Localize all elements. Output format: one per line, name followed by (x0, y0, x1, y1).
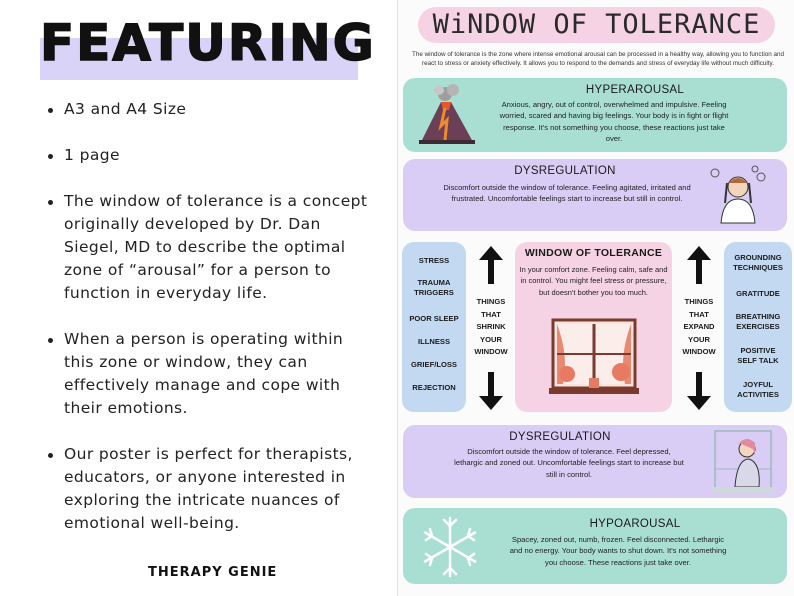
hypoarousal-heading: HYPOAROUSAL (589, 518, 681, 530)
window-icon (549, 316, 639, 402)
hyperarousal-box (403, 78, 787, 152)
window-text: In your comfort zone. Feeling calm, safe and in control. You might feel stress or pressure, but doesn't bother you too much. (519, 265, 668, 297)
dysregulation-top-heading: DYSREGULATION (514, 165, 616, 177)
expand-item: GROUNDING TECHNIQUES (733, 253, 783, 272)
feature-text: The window of tolerance is a concept originally developed by Dr. Dan Siegel, MD to describe the optimal zone of “arousal” for a person to function in everyday life. (64, 192, 368, 302)
shrink-item: STRESS (418, 256, 450, 265)
brand-name: THERAPY GENIE (148, 565, 278, 580)
dysregulation-top-box (403, 159, 787, 231)
poster-title: WiNDOW OF TOLERANCE (418, 7, 775, 43)
poster-intro: The window of tolerance is the zone where intense emotional arousal can be processed in a healthy way, allowing you to function and react to stress or anxiety effectively. It allows you to respond to the demands and stress of everyday life without much difficulty. (412, 51, 784, 67)
feature-item (40, 144, 370, 167)
hypoarousal-box (403, 508, 787, 584)
shrink-item: POOR SLEEP (409, 314, 459, 323)
arrow-down-icon (687, 372, 711, 410)
expand-factors-panel (724, 242, 792, 412)
hyperarousal-text: Anxious, angry, out of control, overwhelmed and impulsive. Feeling worried, scared and having big feelings. Your body is in fight or flight response. It's not something you choose, these reactions just take over. (499, 100, 729, 143)
shrink-factors-panel (402, 242, 466, 412)
feature-list (40, 98, 370, 558)
bullet-dot (48, 154, 53, 159)
expand-item: POSITIVE SELF TALK (737, 346, 779, 365)
window-heading: WINDOW OF TOLERANCE (524, 247, 663, 259)
expand-label: THINGS THAT EXPAND YOUR WINDOW (682, 297, 716, 356)
shrink-item: ILLNESS (417, 337, 451, 346)
arrow-up-icon (479, 246, 503, 284)
bullet-dot (48, 453, 53, 458)
dysregulation-bottom-heading: DYSREGULATION (509, 431, 611, 443)
expand-item: BREATHING EXERCISES (735, 312, 781, 331)
poster-preview (397, 0, 794, 596)
feature-item (40, 98, 370, 121)
hypoarousal-text: Spacey, zoned out, numb, frozen. Feel disconnected. Lethargic and no energy. Your body wants to shut down. It's not something you choose. These reactions just take over. (509, 535, 727, 567)
window-of-tolerance-box (515, 242, 672, 412)
feature-text: 1 page (64, 146, 120, 164)
featuring-title: FEATURING (40, 14, 376, 72)
feature-text: When a person is operating within this zone or window, they can effectively manage and cope with their emotions. (64, 330, 344, 417)
feature-text: Our poster is perfect for therapists, educators, or anyone interested in exploring the intricate nuances of emotional well-being. (64, 445, 353, 532)
shrink-item: REJECTION (412, 383, 456, 392)
shrink-item: TRAUMA TRIGGERS (414, 278, 454, 297)
arrow-down-icon (479, 372, 503, 410)
hyperarousal-heading: HYPERAROUSAL (585, 84, 685, 96)
feature-item (40, 328, 370, 420)
feature-item (40, 190, 370, 305)
dysregulation-top-text: Discomfort outside the window of tolerance. Feeling agitated, irritated and frustrated. Uncomfortable feelings start to increase but still in control. (443, 183, 691, 204)
shrink-label: THINGS THAT SHRINK YOUR WINDOW (474, 297, 508, 356)
sad-person-icon (709, 429, 775, 495)
stressed-person-icon (703, 163, 773, 227)
bullet-dot (48, 338, 53, 343)
bullet-dot (48, 108, 53, 113)
dysregulation-bottom-text: Discomfort outside the window of tolerance. Feel depressed, lethargic and zoned out. Uncomfortable feelings start to increase but still in control. (454, 447, 684, 479)
arrow-up-icon (687, 246, 711, 284)
expand-item: GRATITUDE (736, 289, 780, 298)
dysregulation-bottom-box (403, 425, 787, 498)
expand-item: JOYFUL ACTIVITIES (737, 380, 779, 399)
feature-text: A3 and A4 Size (64, 100, 187, 118)
bullet-dot (48, 200, 53, 205)
shrink-item: GRIEF/LOSS (411, 360, 457, 369)
feature-item (40, 443, 370, 535)
